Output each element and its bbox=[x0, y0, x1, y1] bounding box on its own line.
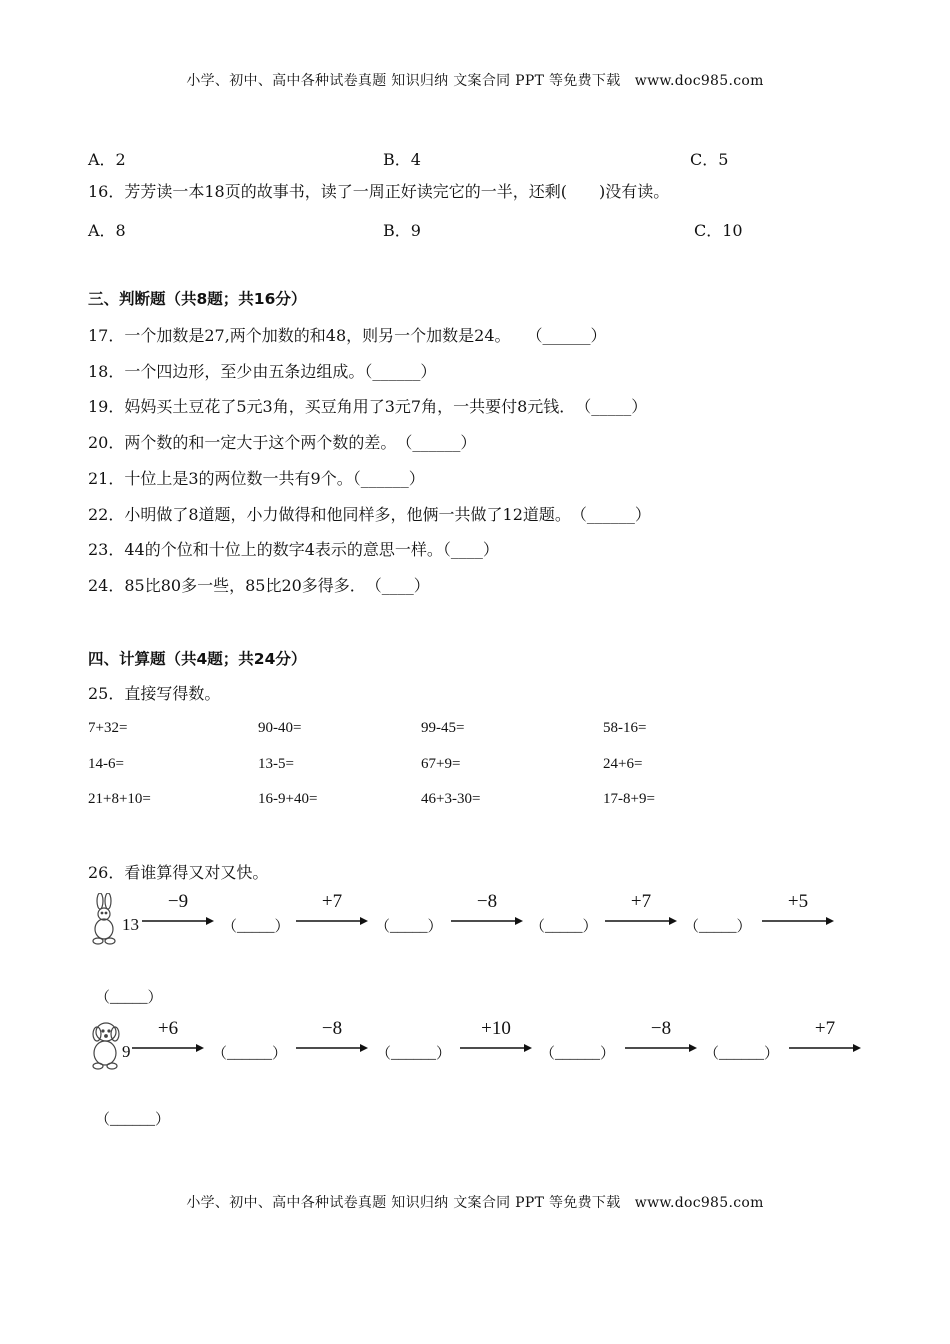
op-arrow bbox=[296, 893, 368, 933]
chain1-start: 13 bbox=[122, 915, 139, 934]
q16-option-b: B．9 bbox=[383, 221, 421, 240]
calc-item: 46+3-30= bbox=[421, 791, 481, 807]
q24-text: 24．85比80多一些，85比20多得多． （____） bbox=[88, 576, 430, 595]
q23-text: 23．44的个位和十位上的数字4表示的意思一样。（____） bbox=[88, 540, 499, 559]
op-label: −8 bbox=[476, 891, 498, 912]
op-arrow bbox=[142, 893, 214, 933]
q26-chain-2 bbox=[88, 1020, 878, 1080]
answer-blank[interactable]: （_____） bbox=[95, 990, 163, 1006]
calc-item: 16-9+40= bbox=[258, 791, 318, 807]
header-site-link[interactable]: www.doc985.com bbox=[634, 73, 764, 89]
q15-option-a: A．2 bbox=[88, 150, 126, 169]
op-arrow bbox=[296, 1020, 368, 1060]
q16-option-c: C．10 bbox=[694, 221, 743, 240]
op-label: −9 bbox=[167, 891, 189, 912]
op-arrow bbox=[132, 1020, 204, 1060]
op-label: +5 bbox=[787, 891, 809, 912]
answer-blank[interactable]: （______） bbox=[212, 1046, 288, 1062]
chain2-start: 9 bbox=[122, 1042, 131, 1061]
calc-item: 14-6= bbox=[88, 756, 124, 772]
calc-item: 58-16= bbox=[603, 720, 647, 736]
op-arrow bbox=[605, 893, 677, 933]
q19-text: 19．妈妈买土豆花了5元3角，买豆角用了3元7角，一共要付8元钱． （_____） bbox=[88, 397, 648, 416]
op-label: −8 bbox=[650, 1018, 672, 1039]
section3-title: 三、判断题（共8题；共16分） bbox=[88, 290, 307, 308]
answer-blank[interactable]: （_____） bbox=[222, 919, 290, 935]
answer-blank[interactable]: （______） bbox=[95, 1112, 171, 1128]
answer-blank[interactable]: （______） bbox=[376, 1046, 452, 1062]
section4-title: 四、计算题（共4题；共24分） bbox=[88, 650, 307, 668]
page-header bbox=[0, 70, 950, 90]
q17-text: 17．一个加数是27,两个加数的和48，则另一个加数是24。 （______） bbox=[88, 326, 607, 345]
answer-blank[interactable]: （______） bbox=[540, 1046, 616, 1062]
answer-blank[interactable]: （_____） bbox=[530, 919, 598, 935]
op-label: +7 bbox=[630, 891, 652, 912]
calc-item: 17-8+9= bbox=[603, 791, 655, 807]
op-arrow bbox=[451, 893, 523, 933]
q15-option-c: C．5 bbox=[690, 150, 729, 169]
op-label: −8 bbox=[321, 1018, 343, 1039]
dog-icon bbox=[88, 1020, 124, 1070]
calc-item: 67+9= bbox=[421, 756, 461, 772]
calc-item: 7+32= bbox=[88, 720, 128, 736]
calc-item: 24+6= bbox=[603, 756, 643, 772]
op-label: +7 bbox=[321, 891, 343, 912]
rabbit-icon bbox=[88, 893, 124, 945]
q26-title: 26．看谁算得又对又快。 bbox=[88, 863, 269, 882]
op-arrow bbox=[762, 893, 834, 933]
q22-text: 22．小明做了8道题，小力做得和他同样多，他俩一共做了12道题。 （______） bbox=[88, 505, 651, 524]
op-label: +10 bbox=[481, 1018, 511, 1039]
header-text: 小学、初中、高中各种试卷真题 知识归纳 文案合同 PPT 等免费下载 bbox=[186, 73, 621, 89]
q20-text: 20．两个数的和一定大于这个两个数的差。 （______） bbox=[88, 433, 477, 452]
q25-title: 25．直接写得数。 bbox=[88, 684, 221, 703]
q21-text: 21．十位上是3的两位数一共有9个。（______） bbox=[88, 469, 425, 488]
q15-option-b: B．4 bbox=[383, 150, 421, 169]
calc-item: 99-45= bbox=[421, 720, 465, 736]
answer-blank[interactable]: （_____） bbox=[375, 919, 443, 935]
calc-item: 13-5= bbox=[258, 756, 294, 772]
footer-text: 小学、初中、高中各种试卷真题 知识归纳 文案合同 PPT 等免费下载 bbox=[186, 1195, 621, 1211]
footer-site-link[interactable]: www.doc985.com bbox=[634, 1195, 764, 1211]
q26-chain-1 bbox=[88, 893, 878, 953]
page-footer bbox=[0, 1192, 950, 1212]
q16-text: 16．芳芳读一本18页的故事书，读了一周正好读完它的一半，还剩( )没有读。 bbox=[88, 182, 670, 201]
calc-item: 90-40= bbox=[258, 720, 302, 736]
op-arrow bbox=[625, 1020, 697, 1060]
answer-blank[interactable]: （_____） bbox=[684, 919, 752, 935]
op-arrow bbox=[789, 1020, 861, 1060]
answer-blank[interactable]: （______） bbox=[704, 1046, 780, 1062]
op-label: +6 bbox=[157, 1018, 179, 1039]
q18-text: 18．一个四边形，至少由五条边组成。（______） bbox=[88, 362, 437, 381]
op-arrow bbox=[460, 1020, 532, 1060]
op-label: +7 bbox=[814, 1018, 836, 1039]
calc-item: 21+8+10= bbox=[88, 791, 151, 807]
q16-option-a: A．8 bbox=[88, 221, 126, 240]
